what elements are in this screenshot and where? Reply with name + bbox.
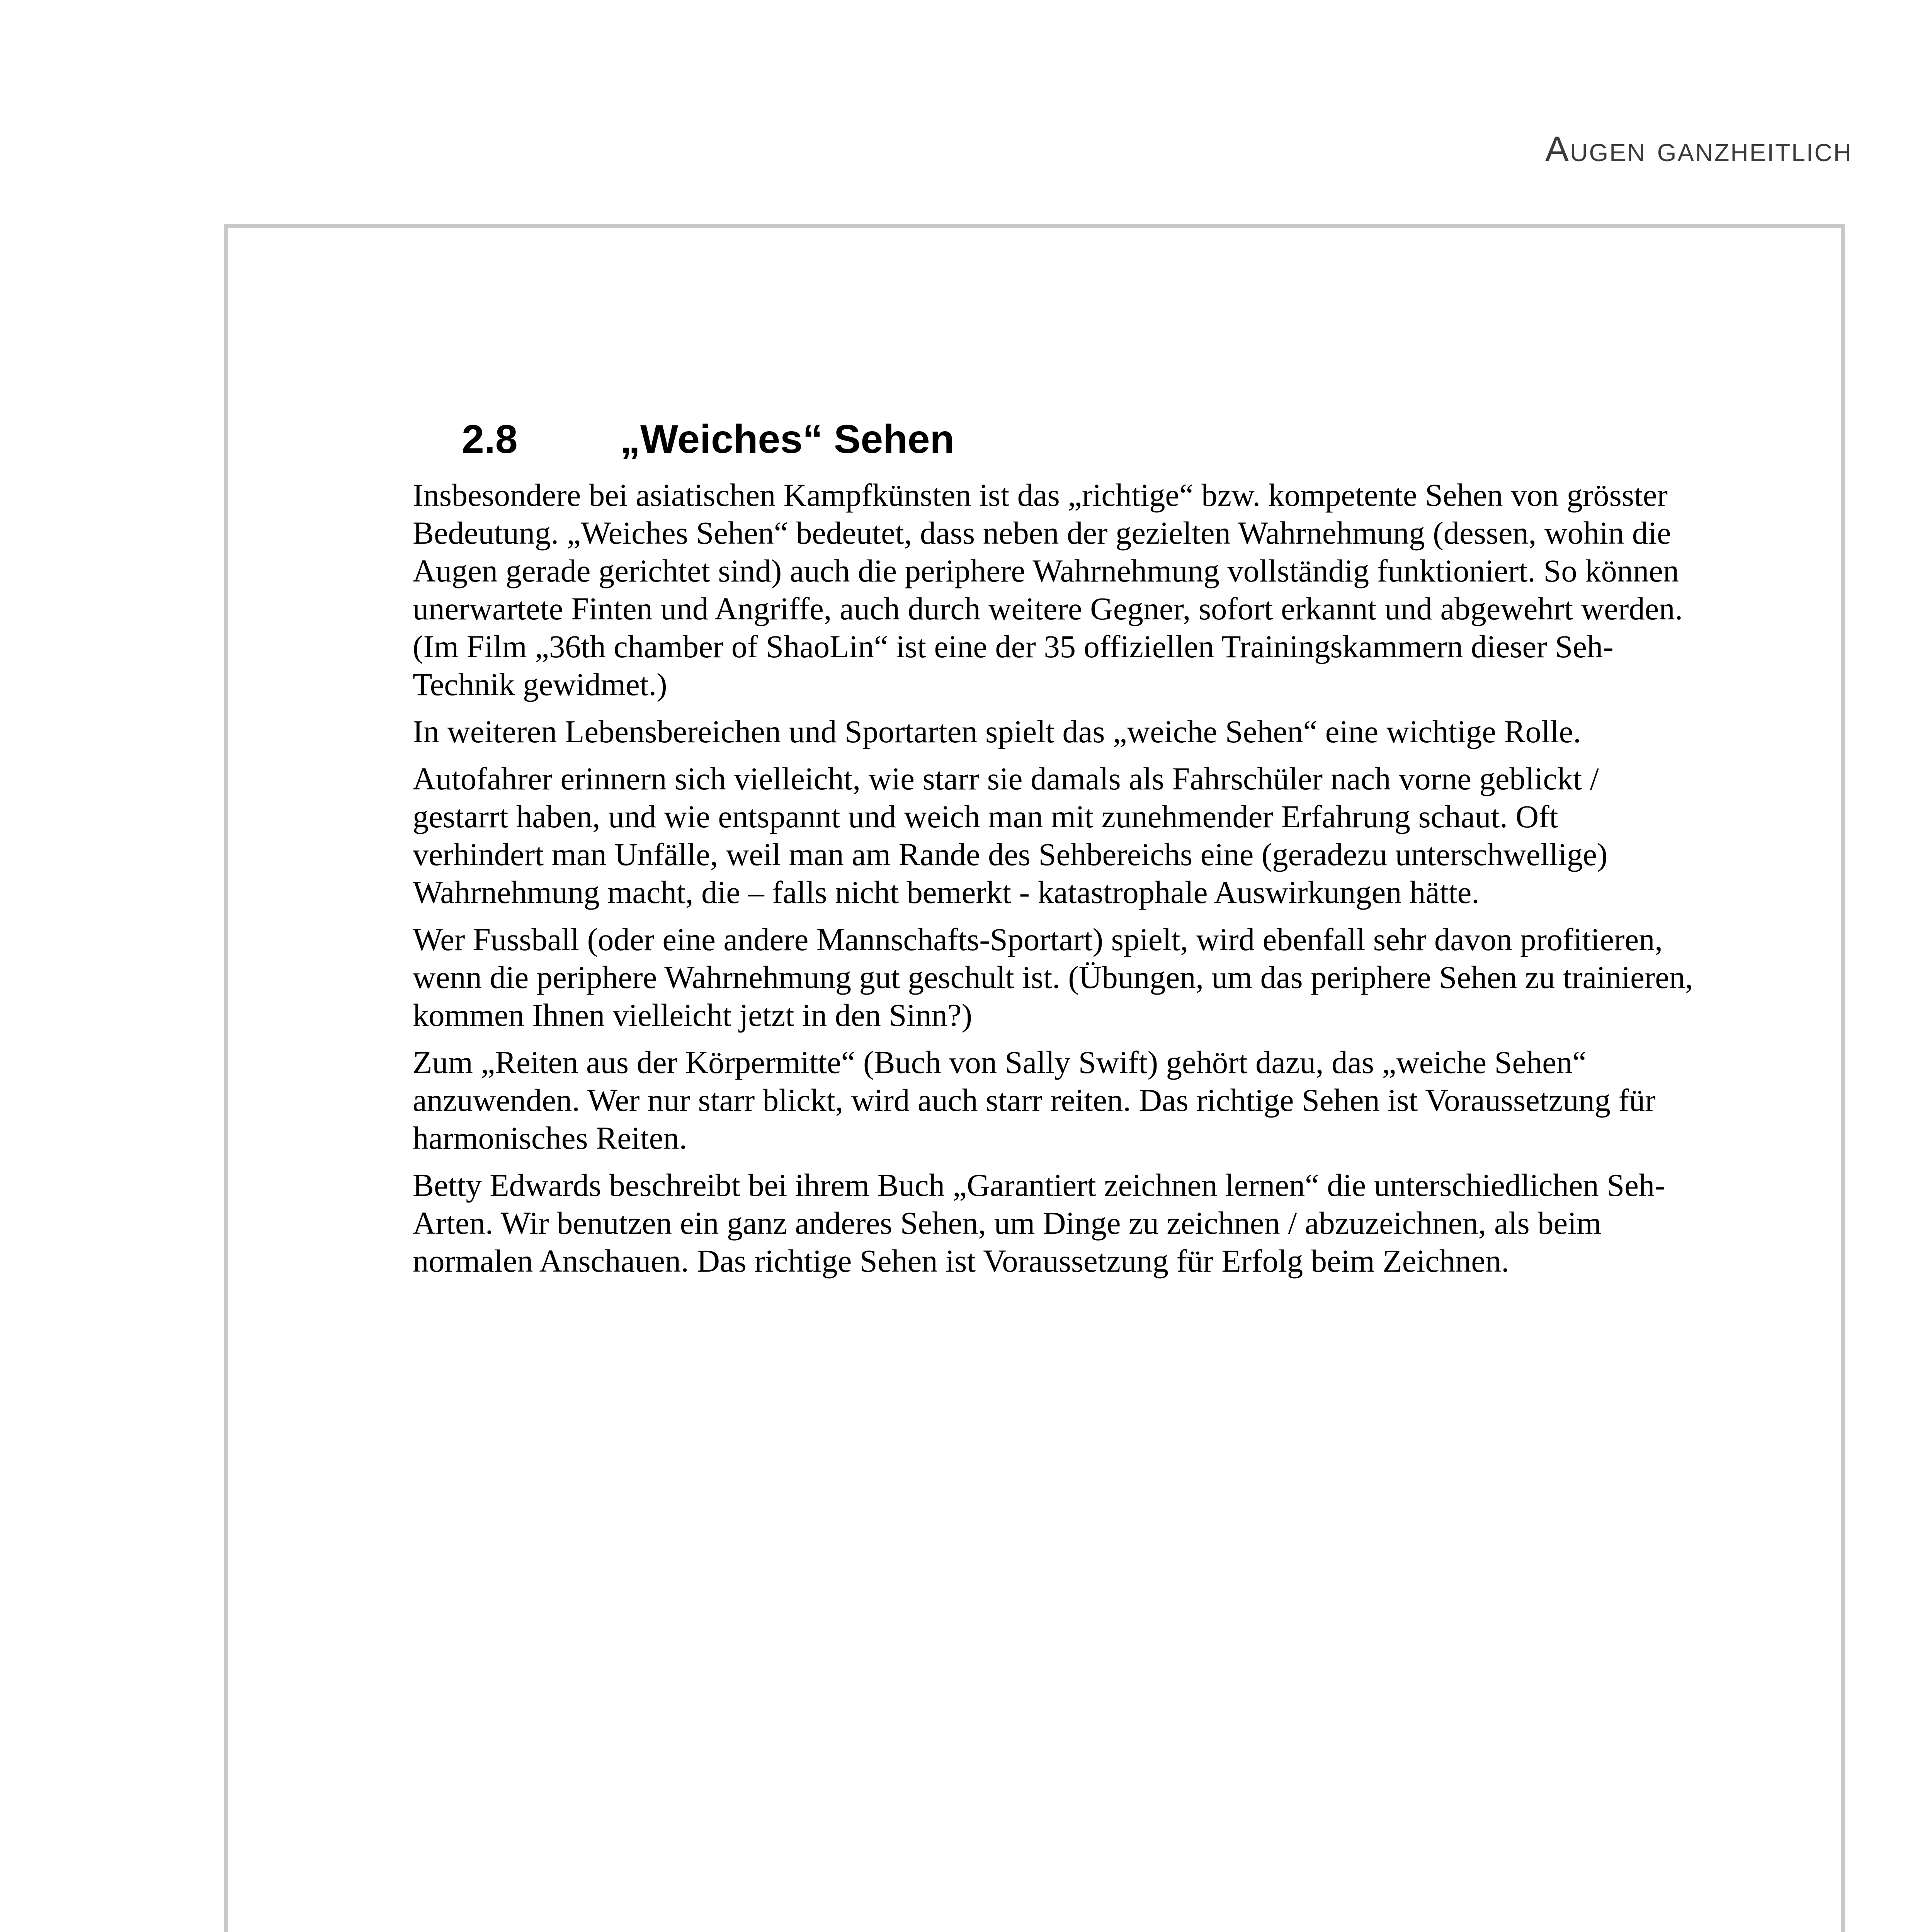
section-heading xyxy=(462,417,955,462)
paragraph-football: Wer Fussball (oder eine andere Mannschafts-Sportart) spielt, wird ebenfall sehr davon profitieren, wenn die periphere Wahrnehmung gut geschult ist. (Übungen, um das periphere Sehen zu trainieren, kommen Ihnen vielleicht jetzt in den Sinn?) xyxy=(413,922,1693,1033)
paragraph-riding: Zum „Reiten aus der Körpermitte“ (Buch von Sally Swift) gehört dazu, das „weiche Sehen“ anzuwenden. Wer nur starr blickt, wird auch starr reiten. Das richtige Sehen ist Voraussetzung für harmonisches Reiten. xyxy=(413,1044,1656,1156)
body-text xyxy=(413,476,1696,1289)
paragraph-martial-arts: Insbesondere bei asiatischen Kampfkünsten ist das „richtige“ bzw. kompetente Sehen von grösster Bedeutung. „Weiches Sehen“ bedeutet, dass neben der gezielten Wahrnehmung (dessen, wohin die Augen gerade gerichtet sind) auch die periphere Wahrnehmung vollständig funktioniert. So können unerwartete Finten und Angriffe, auch durch weitere Gegner, sofort erkannt und abgewehrt werden. (Im Film „36th chamber of ShaoLin“ ist eine der 35 offiziellen Trainingskammern dieser Seh-Technik gewidmet.) xyxy=(413,477,1683,702)
paragraph-driving: Autofahrer erinnern sich vielleicht, wie starr sie damals als Fahrschüler nach vorne geblickt / gestarrt haben, und wie entspannt und weich man mit zunehmender Erfahrung schaut. Oft verhindert man Unfälle, weil man am Rande des Sehbereichs eine (geradezu unterschwellige) Wahrnehmung macht, die – falls nicht bemerkt - katastrophale Auswirkungen hätte. xyxy=(413,761,1608,910)
paragraph-drawing: Betty Edwards beschreibt bei ihrem Buch „Garantiert zeichnen lernen“ die unterschiedlichen Seh-Arten. Wir benutzen ein ganz anderes Sehen, um Dinge zu zeichnen / abzuzeichnen, als beim normalen Anschauen. Das richtige Sehen ist Voraussetzung für Erfolg beim Zeichnen. xyxy=(413,1167,1665,1279)
paragraph-sports: In weiteren Lebensbereichen und Sportarten spielt das „weiche Sehen“ eine wichtige Rolle. xyxy=(413,714,1581,749)
running-header: Augen ganzheitlich xyxy=(1545,129,1852,169)
section-title: „Weiches“ Sehen xyxy=(620,417,955,462)
section-number: 2.8 xyxy=(462,417,518,462)
